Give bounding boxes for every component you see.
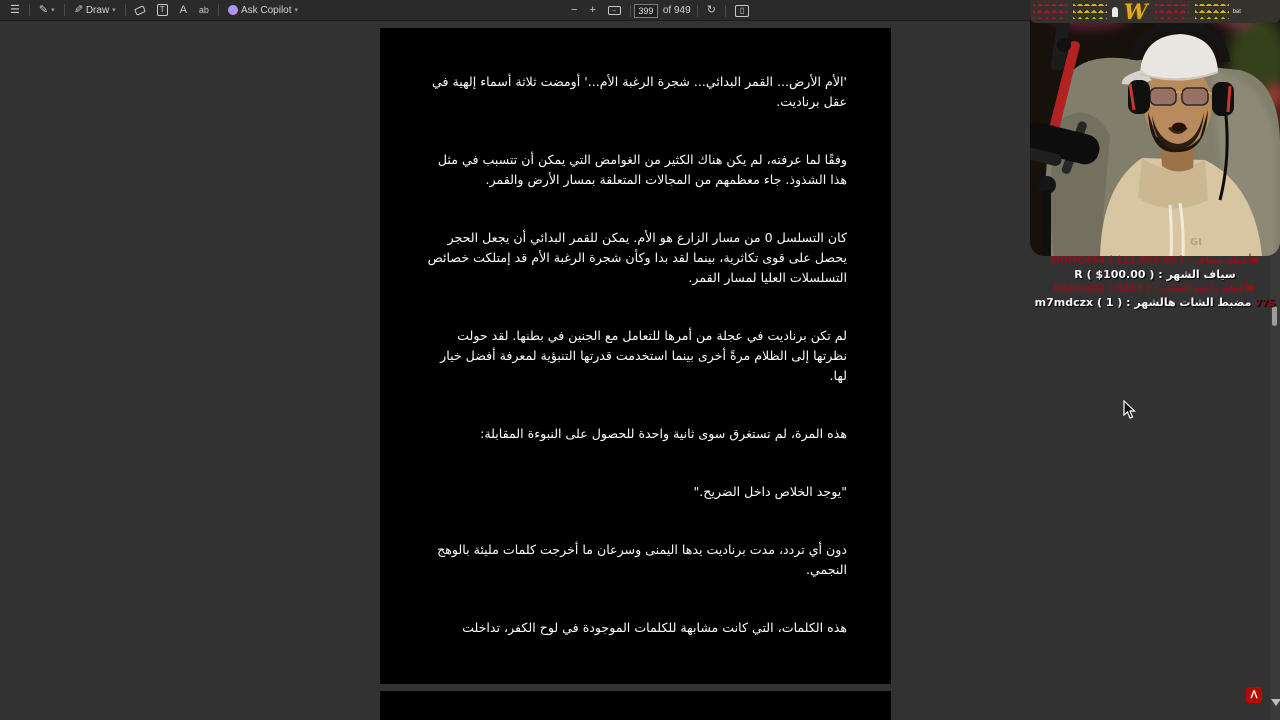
divider <box>697 5 698 17</box>
page-total-label: of 949 <box>662 5 691 16</box>
divider <box>725 5 726 17</box>
find-button[interactable] <box>193 0 215 21</box>
paragraph: "يوجد الخلاص داخل الضريح." <box>693 484 847 499</box>
divider <box>64 4 65 16</box>
rotate-icon: ↻ <box>706 4 716 16</box>
chat-mod-line: 77S مضبط الشات هالشهر : m7mdczx ( 1 ) <box>1034 296 1276 309</box>
draw-pen-icon: ✎ <box>73 3 83 16</box>
page-view-icon: ▯ <box>735 5 749 17</box>
mouse-cursor <box>1122 400 1136 420</box>
paragraph: لم تكن برناديت في عجلة من أمرها للتعامل مع الجنين في بطنها. لقد حولت نظرتها إلى الظلام مرةً أخرى بينما استخدمت قدرتها التنبؤية لمعرفة أفضل خيار لها. <box>440 328 847 383</box>
read-aloud-icon: A <box>179 3 187 16</box>
eraser-icon <box>134 5 146 16</box>
divider <box>218 4 219 16</box>
read-aloud-button[interactable] <box>174 0 193 21</box>
draw-button[interactable] <box>68 0 122 21</box>
adobe-acrobat-icon[interactable]: ꓥ <box>1246 687 1262 703</box>
paragraph: 'الأم الأرض... القمر البدائي... شجرة الرغبة الأم...' أومضت ثلاثة أسماء إلهية في عقل برناديت. <box>432 74 847 109</box>
pen-icon: ✎ <box>38 3 49 16</box>
hamburger-icon: ☰ <box>10 3 20 16</box>
chevron-down-icon: ▾ <box>294 7 299 14</box>
top-chat-patron-line: أعظم راعية الشات : ibiance92 ( 6133 ) <box>1030 282 1280 295</box>
ask-copilot-label: Ask Copilot <box>240 4 292 16</box>
toc-button[interactable] <box>4 0 26 21</box>
ask-copilot-button[interactable] <box>222 0 304 21</box>
paragraph: كان التسلسل 0 من مسار الزارع هو الأم. يمكن للقمر البدائي أن يجعل الحجر يحصل على قوى تكاثرية، بينما لقد بدا وكأن شجرة الرغبة الأم قد إمتلكت خصائص التسلسلات العليا لمسار القمر. <box>427 230 847 285</box>
svg-text:GI: GI <box>1190 237 1202 248</box>
stream-banner <box>1030 0 1280 23</box>
divider <box>125 4 126 16</box>
paragraph: هذه المرة، لم تستغرق سوى ثانية واحدة للحصول على النبوءة المقابلة: <box>480 426 847 441</box>
webcam-video <box>1030 0 1280 256</box>
text-box-icon: T <box>157 4 168 16</box>
minus-icon: − <box>571 4 578 16</box>
erase-button[interactable] <box>129 0 151 21</box>
corner-triangle-icon <box>1271 699 1280 706</box>
paragraph: هذه الكلمات، التي كانت مشابهة للكلمات الموجودة في لوح الكفر، تداخلت <box>462 620 847 635</box>
chevron-down-icon: ▾ <box>112 7 116 14</box>
copilot-icon <box>228 5 238 15</box>
yellow-triangle-pattern <box>1073 4 1107 19</box>
page-text-block <box>424 72 847 676</box>
divider <box>29 4 30 16</box>
divider <box>630 5 631 17</box>
add-text-button[interactable] <box>151 0 174 21</box>
sword-icon <box>1248 285 1254 291</box>
red-triangle-pattern <box>1033 4 1067 19</box>
highlighter-button[interactable] <box>33 0 61 21</box>
pdf-page-next-edge <box>380 691 891 720</box>
red-triangle-pattern <box>1155 4 1189 19</box>
yellow-triangle-pattern <box>1195 4 1229 19</box>
banner-corner-text: bat <box>1232 8 1241 15</box>
mic-icon <box>1112 7 1118 17</box>
draw-label: Draw <box>85 4 110 16</box>
ticker-fragment: 77S <box>1255 298 1276 309</box>
rotate-button[interactable] <box>701 0 722 21</box>
page-view-button[interactable] <box>729 0 755 21</box>
fit-width-button[interactable] <box>602 0 627 21</box>
swordsman-of-month-line: سياف الشهر : R ( $100.00 ) <box>1074 268 1236 281</box>
sword-icon <box>1252 257 1258 263</box>
paragraph: وفقًا لما عرفته، لم يكن هناك الكثير من الغوامض التي يمكن أن تتسبب في مثل هذا الشذوذ. جاء معظمهم من المجالات المتعلقة بمسار الأرض والقمر. <box>437 152 847 187</box>
zoom-in-button[interactable] <box>583 0 601 21</box>
plus-icon: + <box>589 4 596 16</box>
find-text-icon: ab <box>198 4 209 15</box>
zoom-out-button[interactable] <box>565 0 583 21</box>
fit-to-width-icon: ⇔ <box>608 6 621 15</box>
top-swordsman-line: أعظم سياف : MOMO454 ( $11,500.00 ) <box>1030 254 1280 267</box>
streamer-webcam <box>1030 0 1280 256</box>
pdf-page-current[interactable] <box>380 28 891 684</box>
paragraph: دون أي تردد، مدت برناديت يدها اليمنى وسرعان ما أخرجت كلمات مليئة بالوهج النجمي. <box>437 542 847 577</box>
page-number-input[interactable] <box>634 4 658 18</box>
donation-ticker <box>1030 254 1280 311</box>
w-crown-logo: W <box>1124 0 1148 24</box>
chevron-down-icon: ▾ <box>51 7 55 14</box>
